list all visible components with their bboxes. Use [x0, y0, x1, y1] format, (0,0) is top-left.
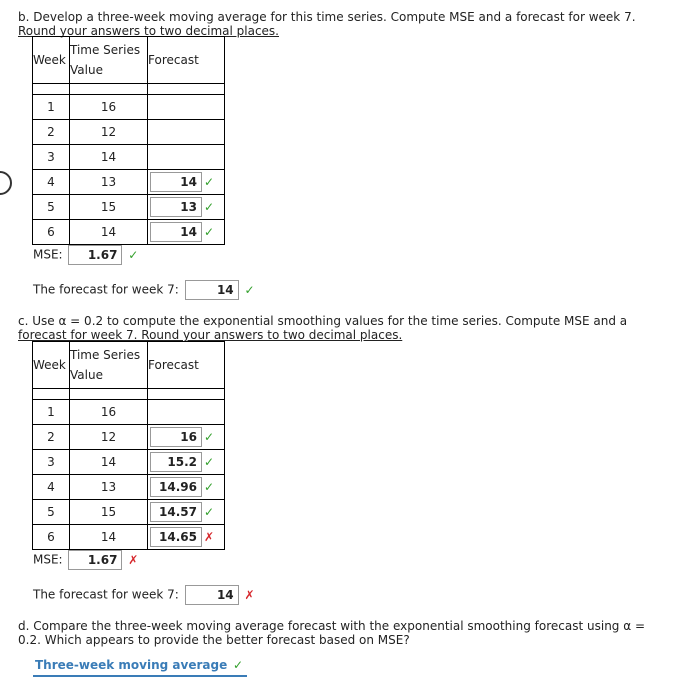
table-row	[33, 475, 225, 500]
header-time-series-line2: Value	[70, 63, 103, 77]
check-icon: ✓	[203, 225, 215, 239]
forecast7-input[interactable]: 14	[185, 585, 239, 605]
header-time-series	[70, 37, 148, 84]
row-value: 16	[70, 400, 148, 425]
forecast-input[interactable]: 14.65	[150, 527, 202, 547]
row-week: 6	[33, 220, 70, 245]
header-time-series-line2: Value	[70, 368, 103, 382]
part-d-question	[18, 619, 658, 647]
table-row	[33, 525, 225, 550]
row-week: 1	[33, 400, 70, 425]
row-week: 2	[33, 425, 70, 450]
table-row	[33, 500, 225, 525]
row-week: 5	[33, 195, 70, 220]
forecast-input[interactable]: 14	[150, 172, 202, 192]
part-c-table	[32, 341, 225, 550]
part-b-forecast7-row	[33, 280, 256, 300]
table-row	[33, 120, 225, 145]
header-week: Week	[33, 342, 70, 389]
part-c-mse-row	[33, 550, 140, 570]
forecast-input[interactable]: 14	[150, 222, 202, 242]
x-icon: ✗	[244, 587, 255, 602]
part-b-mse-row	[33, 245, 140, 265]
part-d-question-line2: 0.2. Which appears to provide the better forecast based on MSE?	[18, 633, 410, 647]
header-time-series-line1: Time Series	[70, 43, 141, 57]
check-icon: ✓	[203, 455, 215, 469]
forecast-input[interactable]: 15.2	[150, 452, 202, 472]
row-week: 3	[33, 450, 70, 475]
forecast-input[interactable]: 14.57	[150, 502, 202, 522]
row-value: 13	[70, 475, 148, 500]
nav-circle-indicator	[0, 171, 12, 195]
table-row	[33, 400, 225, 425]
row-week: 1	[33, 95, 70, 120]
part-b-question-line1: b. Develop a three-week moving average for this time series. Compute MSE and a forecast for week 7.	[18, 10, 636, 24]
check-icon: ✓	[203, 480, 215, 494]
check-icon: ✓	[203, 200, 215, 214]
part-d-question-line1: d. Compare the three-week moving average forecast with the exponential smoothing forecast using α =	[18, 619, 646, 633]
forecast-input[interactable]: 16	[150, 427, 202, 447]
part-b-table	[32, 36, 225, 245]
table-spacer	[33, 389, 225, 400]
table-row	[33, 145, 225, 170]
mse-input[interactable]: 1.67	[68, 245, 122, 265]
forecast-cell	[148, 475, 225, 500]
x-icon: ✗	[128, 552, 139, 567]
part-b-question	[18, 10, 658, 38]
table-row	[33, 170, 225, 195]
row-value: 12	[70, 425, 148, 450]
header-forecast: Forecast	[148, 342, 225, 389]
check-icon: ✓	[128, 247, 139, 262]
forecast7-label: The forecast for week 7:	[33, 282, 179, 297]
forecast-cell-empty	[148, 145, 225, 170]
row-value: 16	[70, 95, 148, 120]
check-icon: ✓	[203, 175, 215, 189]
forecast-cell	[148, 195, 225, 220]
row-value: 14	[70, 525, 148, 550]
forecast-cell-empty	[148, 95, 225, 120]
answer-dropdown[interactable]: Three-week moving average	[35, 658, 228, 672]
row-value: 14	[70, 450, 148, 475]
header-time-series-line1: Time Series	[70, 348, 141, 362]
answer-underline	[33, 675, 247, 677]
forecast-input[interactable]: 14.96	[150, 477, 202, 497]
header-week: Week	[33, 37, 70, 84]
mse-label: MSE:	[33, 247, 63, 262]
forecast-cell	[148, 500, 225, 525]
row-week: 2	[33, 120, 70, 145]
header-forecast: Forecast	[148, 37, 225, 84]
part-c-forecast7-row	[33, 585, 256, 605]
row-week: 4	[33, 475, 70, 500]
forecast-cell	[148, 525, 225, 550]
part-c-question-line2: forecast for week 7. Round your answers to two decimal places.	[18, 328, 403, 342]
row-week: 5	[33, 500, 70, 525]
forecast-cell-empty	[148, 120, 225, 145]
check-icon: ✓	[233, 658, 244, 672]
row-value: 15	[70, 500, 148, 525]
forecast7-input[interactable]: 14	[185, 280, 239, 300]
table-row	[33, 425, 225, 450]
forecast7-label: The forecast for week 7:	[33, 587, 179, 602]
check-icon: ✓	[203, 505, 215, 519]
row-value: 12	[70, 120, 148, 145]
forecast-cell-empty	[148, 400, 225, 425]
table-row	[33, 220, 225, 245]
forecast-input[interactable]: 13	[150, 197, 202, 217]
row-week: 6	[33, 525, 70, 550]
table-row	[33, 450, 225, 475]
forecast-cell	[148, 170, 225, 195]
row-value: 14	[70, 220, 148, 245]
mse-input[interactable]: 1.67	[68, 550, 122, 570]
forecast-cell	[148, 425, 225, 450]
row-week: 3	[33, 145, 70, 170]
mse-label: MSE:	[33, 552, 63, 567]
x-icon: ✗	[203, 530, 215, 544]
part-d-answer-row	[35, 658, 245, 672]
forecast-cell	[148, 450, 225, 475]
part-c-question	[18, 314, 658, 342]
row-value: 13	[70, 170, 148, 195]
forecast-cell	[148, 220, 225, 245]
row-week: 4	[33, 170, 70, 195]
row-value: 14	[70, 145, 148, 170]
part-c-question-line1: c. Use α = 0.2 to compute the exponential smoothing values for the time series. Compute MSE and a	[18, 314, 628, 328]
table-row	[33, 195, 225, 220]
check-icon: ✓	[203, 430, 215, 444]
table-spacer	[33, 84, 225, 95]
check-icon: ✓	[244, 282, 255, 297]
part-b-question-line2: Round your answers to two decimal places.	[18, 24, 279, 38]
table-row	[33, 95, 225, 120]
header-time-series	[70, 342, 148, 389]
row-value: 15	[70, 195, 148, 220]
